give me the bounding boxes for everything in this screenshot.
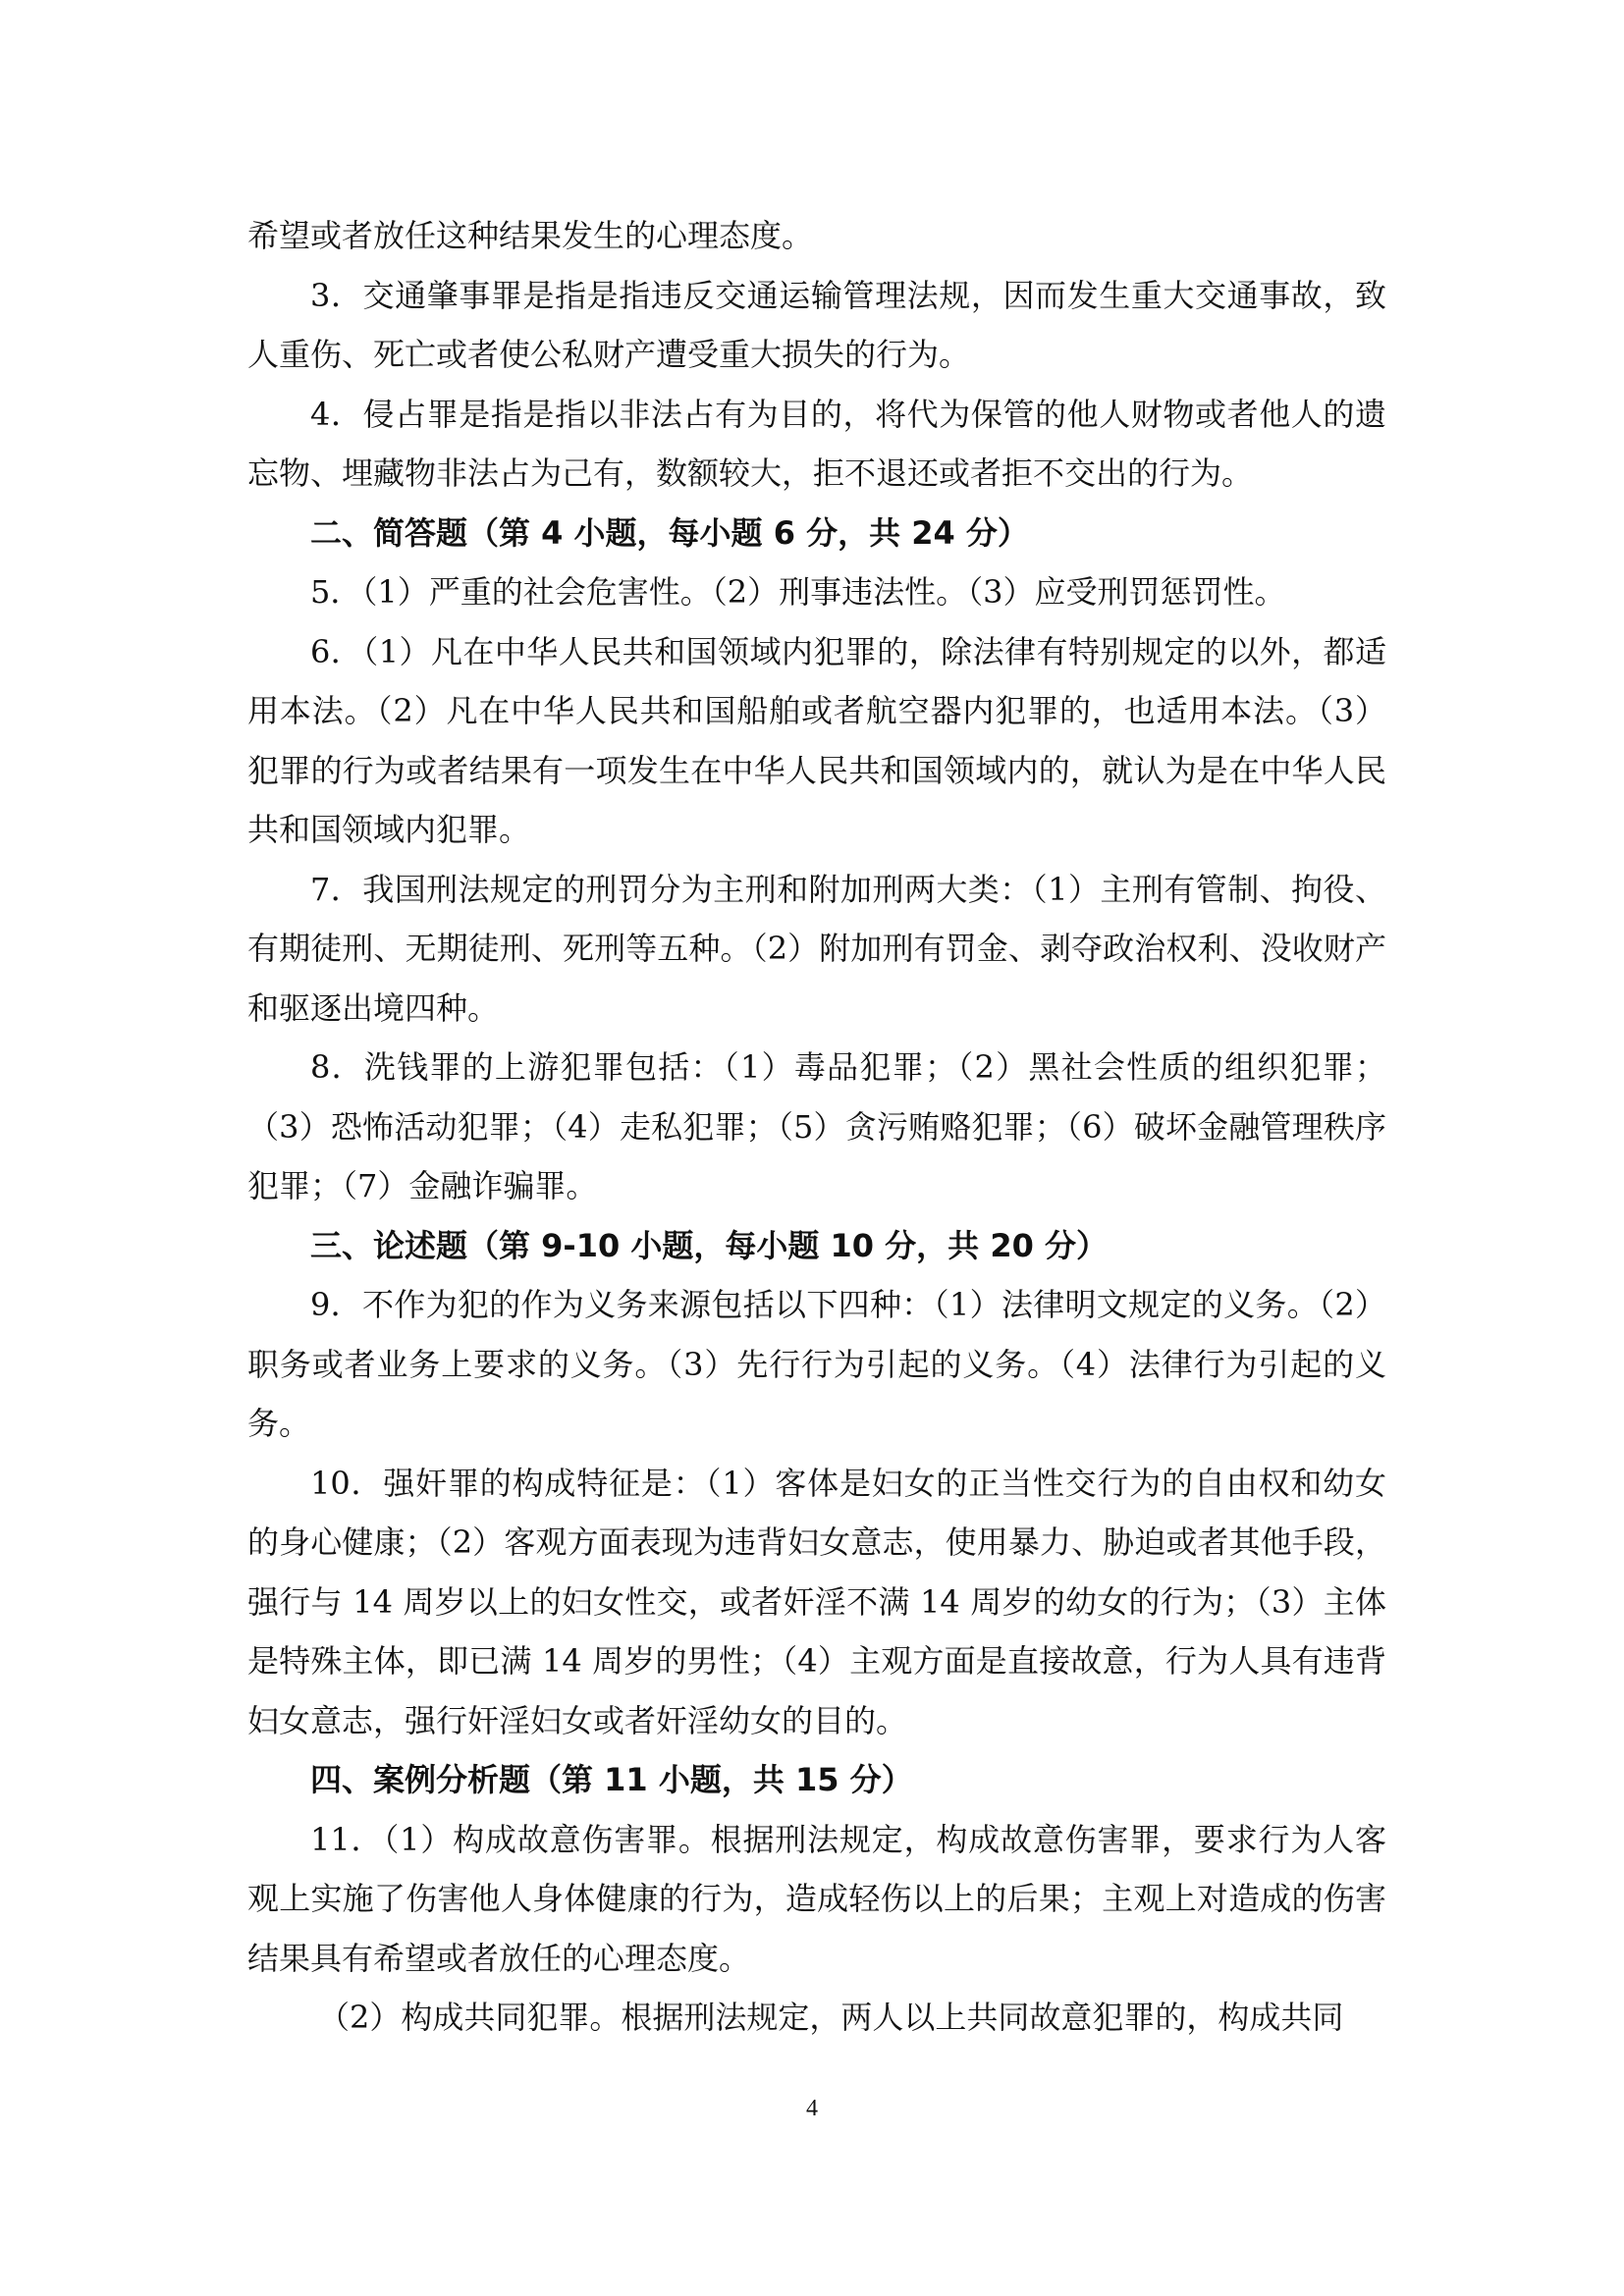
answer-10: 10．强奸罪的构成特征是：（1）客体是妇女的正当性交行为的自由权和幼女的身心健康；（2）客观方面表现为违背妇女意志，使用暴力、胁迫或者其他手段，强行与 14 周岁以上的妇女性交，或者奸淫不满 14 周岁的幼女的行为；（3）主体是特殊主体，即已满 14 周岁的男性；（4）主观方面是直接故意，行为人具有违背妇女意志，强行奸淫妇女或者奸淫幼女的目的。 <box>247 1464 1386 1739</box>
section-heading-2: 二、简答题（第 4 小题，每小题 6 分，共 24 分） <box>310 513 1029 552</box>
answer-6: 6．（1）凡在中华人民共和国领域内犯罪的，除法律有特别规定的以外，都适用本法。（2）凡在中华人民共和国船舶或者航空器内犯罪的，也适用本法。（3）犯罪的行为或者结果有一项发生在中华人民共和国领域内的，就认为是在中华人民共和国领域内犯罪。 <box>247 632 1386 848</box>
answer-11-part-1: 11．（1）构成故意伤害罪。根据刑法规定，构成故意伤害罪，要求行为人客观上实施了伤害他人身体健康的行为，造成轻伤以上的后果；主观上对造成的伤害结果具有希望或者放任的心理态度。 <box>247 1820 1386 1977</box>
page-number: 4 <box>806 2096 818 2121</box>
answer-3: 3．交通肇事罪是指是指违反交通运输管理法规，因而发生重大交通事故，致人重伤、死亡或者使公私财产遭受重大损失的行为。 <box>247 276 1386 373</box>
section-heading-3: 三、论述题（第 9-10 小题，每小题 10 分，共 20 分） <box>310 1226 1108 1264</box>
answer-7: 7．我国刑法规定的刑罚分为主刑和附加刑两大类：（1）主刑有管制、拘役、有期徒刑、无期徒刑、死刑等五种。（2）附加刑有罚金、剥夺政治权利、没收财产和驱逐出境四种。 <box>247 870 1386 1027</box>
document-body <box>247 206 1386 2048</box>
answer-9: 9．不作为犯的作为义务来源包括以下四种：（1）法律明文规定的义务。（2）职务或者业务上要求的义务。（3）先行行为引起的义务。（4）法律行为引起的义务。 <box>247 1286 1386 1442</box>
paragraph-continuation: 希望或者放任这种结果发生的心理态度。 <box>247 217 814 254</box>
section-heading-4: 四、案例分析题（第 11 小题，共 15 分） <box>310 1761 913 1798</box>
answer-5: 5．（1）严重的社会危害性。（2）刑事违法性。（3）应受刑罚惩罚性。 <box>310 573 1286 611</box>
answer-4: 4．侵占罪是指是指以非法占有为目的，将代为保管的他人财物或者他人的遗忘物、埋藏物非法占为己有，数额较大，拒不退还或者拒不交出的行为。 <box>247 395 1386 492</box>
answer-11-part-2: （2）构成共同犯罪。根据刑法规定，两人以上共同故意犯罪的，构成共同 <box>318 1999 1344 2036</box>
answer-8: 8．洗钱罪的上游犯罪包括：（1）毒品犯罪；（2）黑社会性质的组织犯罪；（3）恐怖活动犯罪；（4）走私犯罪；（5）贪污贿赂犯罪；（6）破坏金融管理秩序犯罪；（7）金融诈骗罪。 <box>247 1048 1386 1204</box>
